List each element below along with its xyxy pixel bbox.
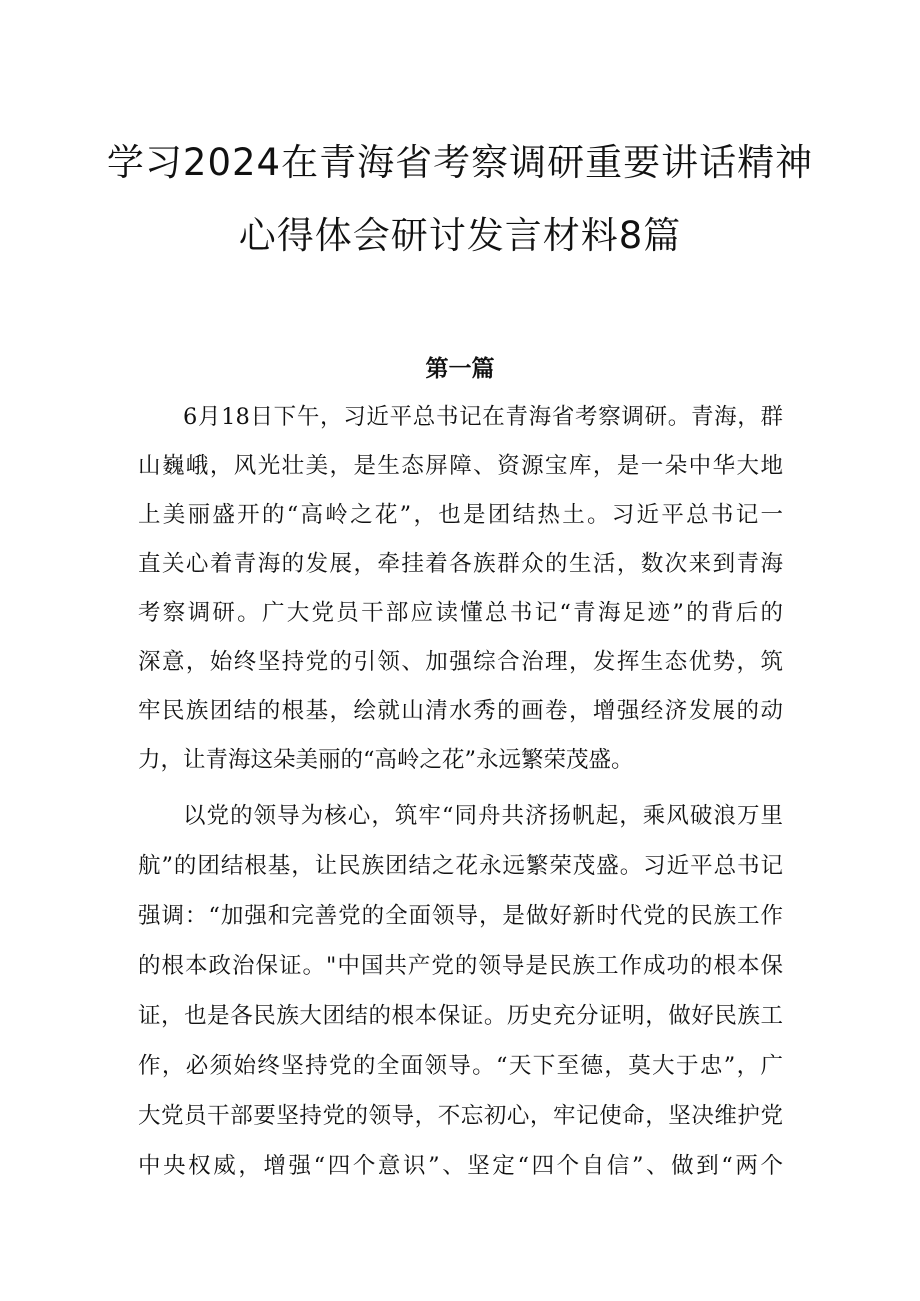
paragraph-2-line: 以党的领导为核心，筑牢“同舟共济扬帆起，乘风破浪万里 bbox=[183, 803, 783, 829]
paragraph-1-line: 牢民族团结的根基，绘就山清水秀的画卷，增强经济发展的动 bbox=[138, 698, 783, 724]
paragraph-1-line: 上美丽盛开的“高岭之花”，也是团结热土。习近平总书记一 bbox=[138, 502, 783, 528]
paragraph-2-line: 中央权威，增强“四个意识”、坚定“四个自信”、做到“两个 bbox=[138, 1153, 783, 1179]
paragraph-1-line: 山巍峨，风光壮美，是生态屏障、资源宝库，是一朵中华大地 bbox=[138, 453, 783, 479]
paragraph-2-line: 证，也是各民族大团结的根本保证。历史充分证明，做好民族工 bbox=[138, 1003, 783, 1029]
paragraph-1-line: 6月18日下午，习近平总书记在青海省考察调研。青海，群 bbox=[183, 404, 783, 430]
paragraph-2-line: 的根本政治保证。"中国共产党的领导是民族工作成功的根本保 bbox=[138, 953, 783, 979]
section-heading: 第一篇 bbox=[425, 356, 495, 382]
paragraph-1-line: 力，让青海这朵美丽的“高岭之花”永远繁荣茂盛。 bbox=[138, 747, 634, 773]
paragraph-1-line: 深意，始终坚持党的引领、加强综合治理，发挥生态优势，筑 bbox=[138, 649, 783, 675]
paragraph-2-line: 作，必须始终坚持党的全面领导。“天下至德，莫大于忠”，广 bbox=[138, 1053, 783, 1079]
paragraph-2-line: 大党员干部要坚持党的领导，不忘初心，牢记使命，坚决维护党 bbox=[138, 1103, 783, 1129]
document-title-line-2: 心得体会研讨发言材料8篇 bbox=[238, 214, 682, 257]
paragraph-1-line: 直关心着青海的发展，牵挂着各族群众的生活，数次来到青海 bbox=[138, 551, 783, 577]
paragraph-1-line: 考察调研。广大党员干部应读懂总书记“青海足迹”的背后的 bbox=[138, 600, 783, 626]
document-title-line-1: 学习2024在青海省考察调研重要讲话精神 bbox=[106, 141, 814, 184]
paragraph-2-line: 强调：“加强和完善党的全面领导，是做好新时代党的民族工作 bbox=[138, 903, 783, 929]
paragraph-2-line: 航”的团结根基，让民族团结之花永远繁荣茂盛。习近平总书记 bbox=[138, 853, 783, 879]
